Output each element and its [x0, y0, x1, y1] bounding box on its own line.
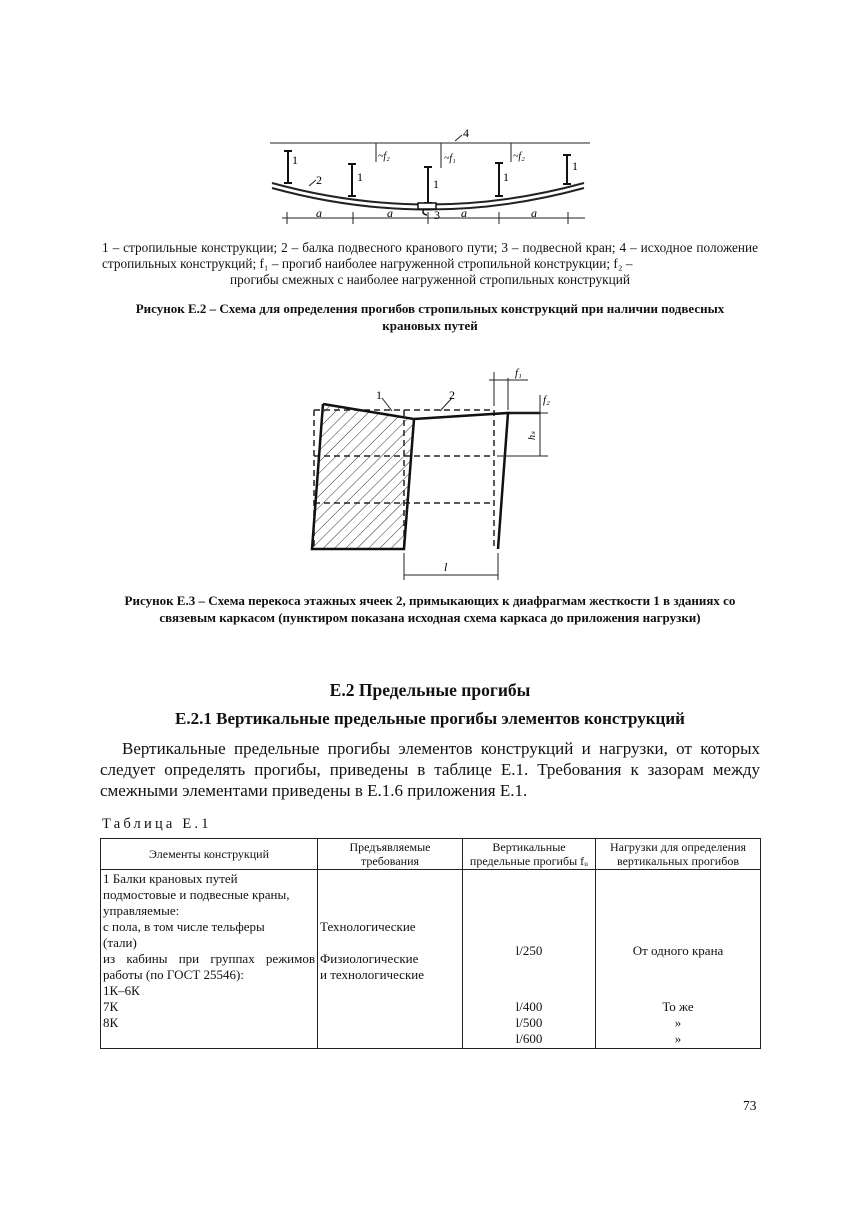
cell-line: От одного крана [632, 943, 724, 958]
figure-e2-caption: Рисунок Е.2 – Схема для определения прогибов стропильных конструкций при наличии подвесных крановых путей [135, 301, 725, 333]
figure-e3-label-l: l [444, 560, 448, 574]
body-paragraph: Вертикальные предельные прогибы элементов конструкций и нагрузки, от которых следует определять прогибы, приведены в таблице Е.1. Требования к зазорам между смежными элементами приведены в Е.1.6 приложения Е.1. [100, 739, 760, 800]
table-label: Таблица Е.1 [102, 816, 212, 832]
figure-e2-label-2: 2 [316, 173, 322, 187]
figure-e2-label-1b: 1 [357, 170, 363, 184]
section-heading: Е.2 Предельные прогибы [329, 680, 531, 700]
cell-line: из кабины при группах режимов [103, 951, 315, 966]
table-cell-elements [101, 870, 318, 1049]
figure-e2-label-4: 4 [463, 126, 469, 140]
figure-e3-label-2: 2 [449, 388, 455, 402]
figure-e2-label-f1: ~f₁ [444, 153, 456, 164]
table-cell-requirements [318, 870, 463, 1049]
cell-line: с пола, в том числе тельферы [103, 919, 265, 934]
table-header-elements: Элементы конструкций [101, 839, 318, 870]
cell-line: » [674, 1015, 682, 1030]
figure-e2-label-1e: 1 [572, 159, 578, 173]
figure-e2-dim-a2: a [387, 206, 393, 220]
figure-e2-label-1c: 1 [433, 177, 439, 191]
figure-e2-label-f2-right: ~f₂ [513, 151, 525, 162]
cell-line: работы (по ГОСТ 25546): [103, 967, 244, 982]
figure-e3-label-f2: f₂ [543, 394, 550, 406]
figure-e2-dim-a3: a [461, 206, 467, 220]
figure-e3-label-1: 1 [376, 388, 382, 402]
figure-e3-caption: Рисунок Е.3 – Схема перекоса этажных ячеек 2, примыкающих к диафрагмам жесткости 1 в зданиях со связевым каркасом (пунктиром показана исходная схема каркаса до приложения нагрузки) [124, 593, 736, 625]
figure-e2-label-f2-left: ~f₂ [378, 151, 390, 162]
cell-line: » [674, 1031, 682, 1046]
figure-e2-diagram [265, 125, 595, 237]
figure-e2-dim-a4: a [531, 206, 537, 220]
figure-e3-diagram [300, 360, 570, 585]
table-row [101, 870, 761, 1049]
cell-line: подмостовые и подвесные краны, [103, 887, 290, 902]
figure-e2-legend-line: 1 – стропильные конструкции; 2 – балка подвесного кранового пути; 3 – подвесной кран; 4 – исходное положение стропильных конструкций; f₁ – прогиб наиболее нагруженной стропильной конструкции; f₂ – [102, 240, 758, 271]
cell-line: управляемые: [103, 903, 180, 918]
cell-line: l/600 [515, 1031, 543, 1046]
table-cell-loads [596, 870, 761, 1049]
cell-line: 1 Балки крановых путей [103, 871, 238, 886]
cell-line: l/400 [515, 999, 543, 1014]
cell-line: Технологические [320, 919, 416, 934]
cell-line: То же [662, 999, 694, 1014]
figure-e2-label-3: 3 [434, 208, 440, 222]
table-header-deflections: Вертикальные предельные прогибы fᵤ [463, 839, 596, 870]
table-header-row [101, 839, 761, 870]
cell-line: l/500 [515, 1015, 543, 1030]
page-number: 73 [743, 1098, 757, 1113]
cell-line: Физиологические [320, 951, 419, 966]
figure-e3-label-h: hₛ [527, 431, 538, 440]
figure-e2-legend [102, 240, 758, 288]
cell-line: 8К [103, 1015, 119, 1030]
cell-line: l/250 [515, 943, 543, 958]
figure-e2-label-1a: 1 [292, 153, 298, 167]
figure-e2-label-1d: 1 [503, 170, 509, 184]
cell-line: (тали) [103, 935, 137, 950]
subsection-heading: Е.2.1 Вертикальные предельные прогибы элементов конструкций [175, 709, 685, 728]
cell-line: и технологические [320, 967, 424, 982]
cell-line: 7К [103, 999, 119, 1014]
deflection-table [100, 838, 761, 1049]
figure-e2-dim-a1: a [316, 206, 322, 220]
table-cell-deflections [463, 870, 596, 1049]
figure-e2-legend-line: прогибы смежных с наиболее нагруженной стропильных конструкций [230, 272, 630, 287]
table-header-requirements: Предъявляемые требования [318, 839, 463, 870]
cell-line: 1К–6К [103, 983, 140, 998]
figure-e3-label-f1: f₁ [515, 367, 522, 379]
table-header-loads: Нагрузки для определения вертикальных прогибов [596, 839, 761, 870]
